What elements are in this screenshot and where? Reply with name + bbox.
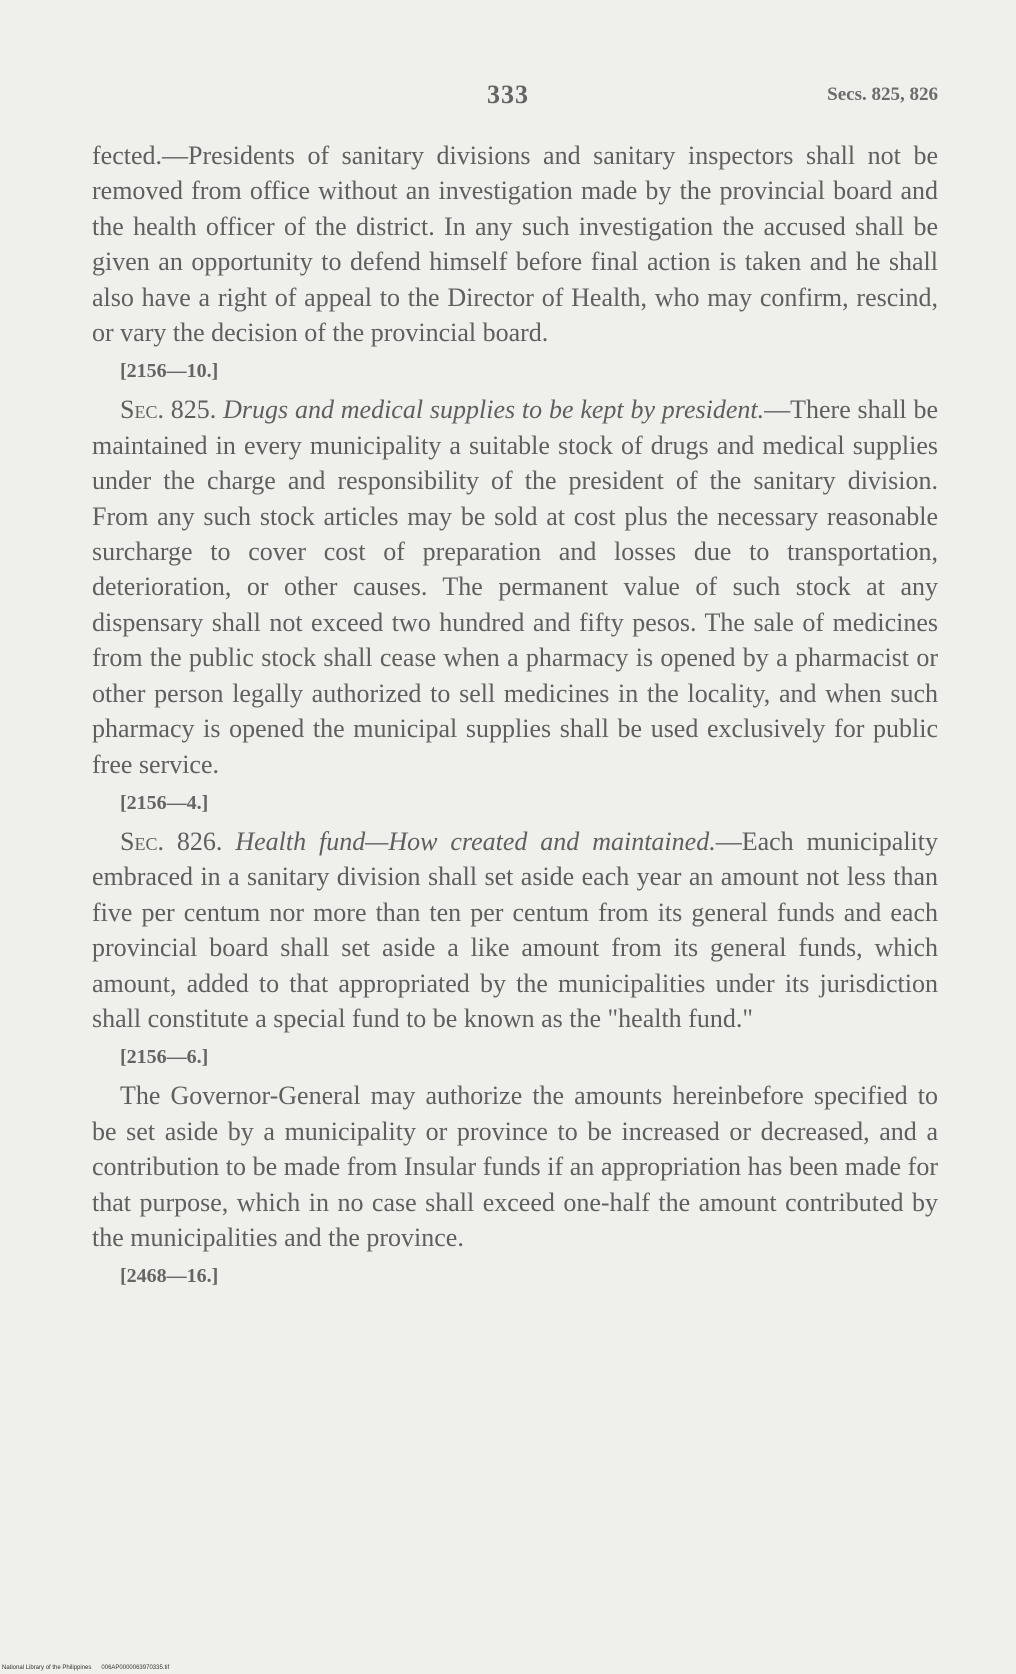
section-label: Sec. 825. (120, 395, 217, 425)
section-heading: Drugs and medical supplies to be kept by president. (223, 395, 765, 425)
citation: [2156—6.] (120, 1046, 209, 1069)
citation: [2468—16.] (120, 1265, 219, 1288)
page-header (0, 80, 1016, 110)
section-text: —Each municipality embraced in a sanitary division shall set aside each year an amount not less than five per centum nor more than ten per centum from its general funds and each provincial board shall set aside a like amount from its general funds, which amount, added to that appropriated by the municipalities under its jurisdiction shall constitute a special fund to be known as the "health fund." (92, 826, 939, 1033)
section-826 (92, 824, 938, 1036)
scan-source-footer (2, 1665, 169, 1671)
section-heading: Health fund—How created and maintained. (235, 826, 716, 856)
body-text (92, 138, 938, 1297)
citation: [2156—10.] (120, 360, 219, 383)
library-credit: National Library of the Philippines (2, 1665, 92, 1671)
section-label: Sec. 826. (120, 826, 223, 856)
scan-identifier: 006AP0000063970335.tif (101, 1665, 170, 1671)
section-825 (92, 392, 938, 781)
section-text: —There shall be maintained in every municipality a suitable stock of drugs and medical supplies under the charge and responsibility of the president of the sanitary division. From any such stock articles may be sold at cost plus the necessary reasonable surcharge to cover cost of preparation and losses due to transportation, deterioration, or other causes. The permanent value of such stock at any dispensary shall not exceed two hundred and fifty pesos. The sale of medicines from the public stock shall cease when a pharmacy is opened by a pharmacist or other person legally authorized to sell medicines in the locality, and when such pharmacy is opened the municipal supplies shall be used exclusively for public free service. (92, 395, 939, 779)
paragraph-continuation: fected.—Presidents of sanitary divisions and sanitary inspectors shall not be removed from office without an investigation made by the provincial board and the health officer of the district. In any such investigation the accused shall be given an opportunity to defend himself before final action is taken and he shall also have a right of appeal to the Director of Health, who may confirm, rescind, or vary the decision of the provincial board. (92, 141, 938, 348)
paragraph-governor-general: The Governor-General may authorize the amounts hereinbefore specified to be set aside by a municipality or province to be increased or decreased, and a contribution to be made from Insular funds if an appropriation has been made for that purpose, which in no case shall exceed one-half the amount contributed by the municipalities and the province. (92, 1081, 938, 1252)
section-range: Secs. 825, 826 (827, 84, 938, 105)
page-number: 333 (487, 80, 529, 109)
citation: [2156—4.] (120, 791, 209, 814)
